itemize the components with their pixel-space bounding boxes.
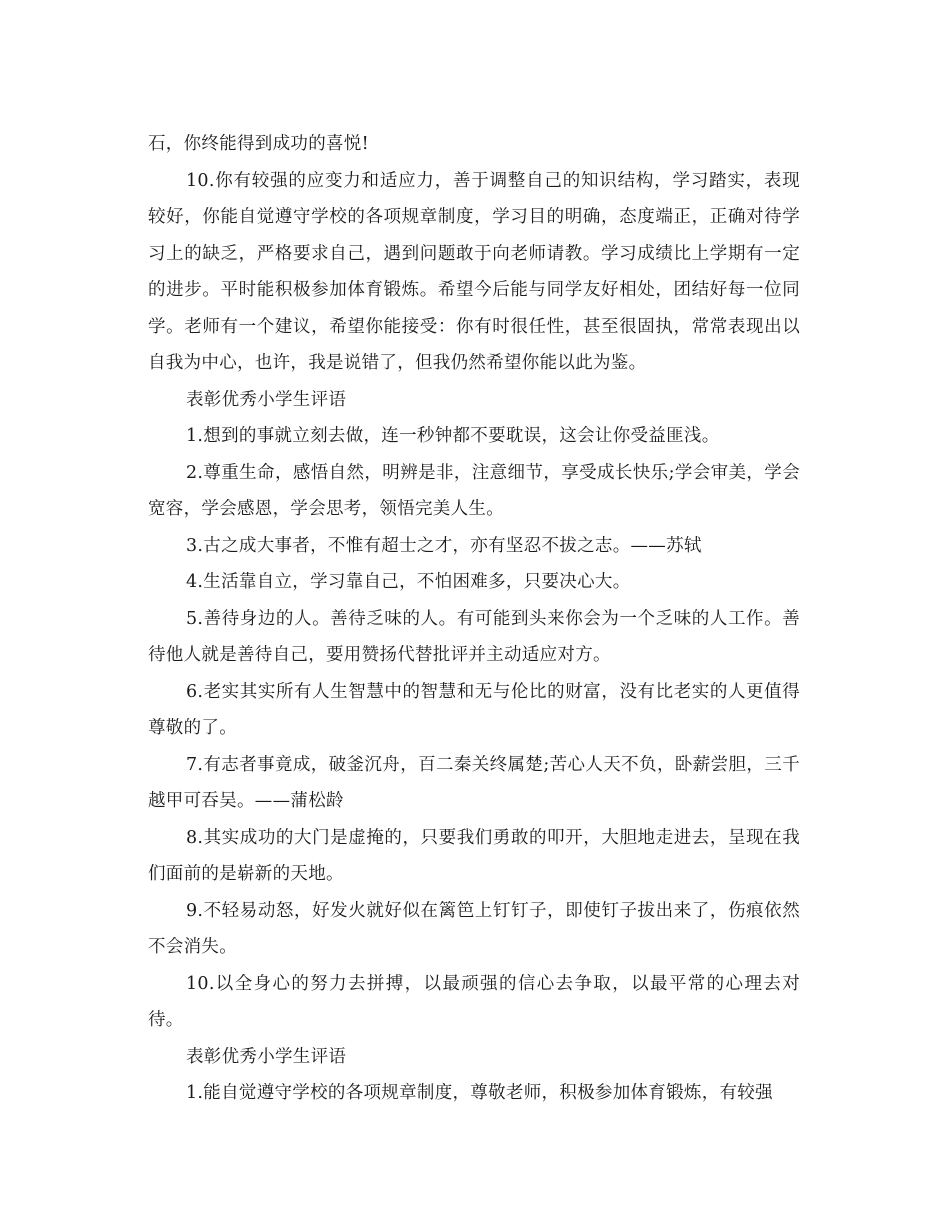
paragraph-item-3: 3.古之成大事者，不惟有超士之才，亦有坚忍不拔之志。——苏轼 [186, 535, 702, 556]
paragraph-item-5: 5.善待身边的人。善待乏味的人。有可能到头来你会为一个乏味的人工作。善待他人就是善待自己，要用赞扬代替批评并主动适应对方。 [148, 608, 800, 665]
paragraph-item-4: 4.生活靠自立，学习靠自己，不怕困难多，只要决心大。 [186, 572, 631, 592]
paragraph-item-1: 1.能自觉遵守学校的各项规章制度，尊敬老师，积极参加体育锻炼，有较强 [186, 1083, 773, 1103]
paragraph-item-1: 1.想到的事就立刻去做，连一秒钟都不要耽误，这会让你受益匪浅。 [186, 426, 720, 446]
section-heading: 表彰优秀小学生评语 [186, 1046, 347, 1067]
paragraph-item-8: 8.其实成功的大门是虚掩的，只要我们勇敢的叩开，大胆地走进去，呈现在我们面前的是崭新的天地。 [148, 827, 800, 884]
section-heading: 表彰优秀小学生评语 [186, 389, 347, 410]
paragraph-continuation: 石，你终能得到成功的喜悦! [148, 134, 369, 154]
paragraph-item-7: 7.有志者事竟成，破釜沉舟，百二秦关终属楚;苦心人天不负，卧薪尝胆，三千越甲可吞吴。——蒲松龄 [148, 754, 800, 811]
paragraph-comment-10: 10.你有较强的应变力和适应力，善于调整自己的知识结构，学习踏实，表现较好，你能自觉遵守学校的各项规章制度，学习目的明确，态度端正，正确对待学习上的缺乏，严格要求自己，遇到问题敢于向老师请教。学习成绩比上学期有一定的进步。平时能积极参加体育锻炼。希望今后能与同学友好相处，团结好每一位同学。老师有一个建议，希望你能接受：你有时很任性，甚至很固执，常常表现出以自我为中心，也许，我是说错了，但我仍然希望你能以此为鉴。 [148, 170, 800, 373]
paragraph-item-9: 9.不轻易动怒，好发火就好似在篱笆上钉钉子，即使钉子拔出来了，伤痕依然不会消失。 [148, 900, 800, 957]
document-page [148, 126, 800, 1112]
paragraph-item-6: 6.老实其实所有人生智慧中的智慧和无与伦比的财富，没有比老实的人更值得尊敬的了。 [148, 681, 800, 738]
paragraph-item-2: 2.尊重生命，感悟自然，明辨是非，注意细节，享受成长快乐;学会审美，学会宽容，学会感恩，学会思考，领悟完美人生。 [148, 462, 800, 519]
paragraph-item-10: 10.以全身心的努力去拼搏，以最顽强的信心去争取，以最平常的心理去对待。 [148, 973, 800, 1030]
